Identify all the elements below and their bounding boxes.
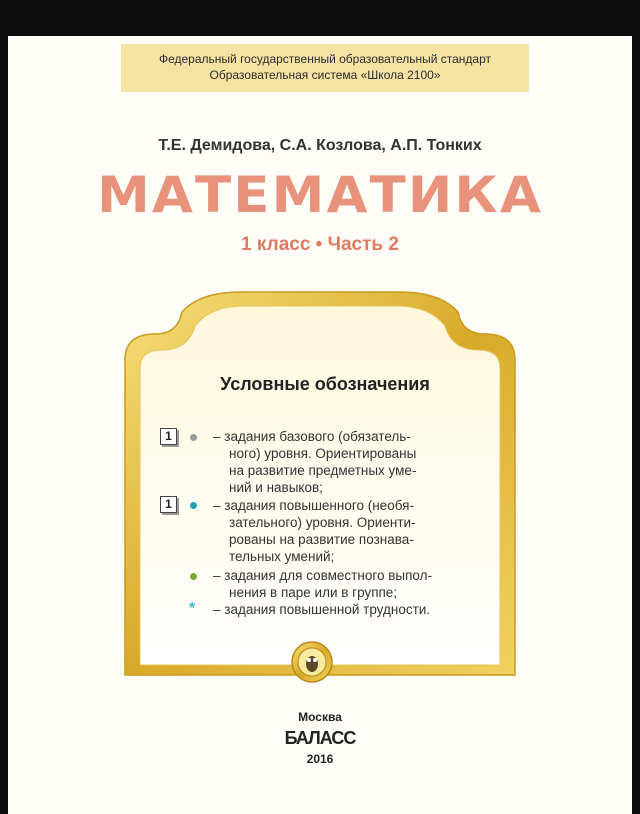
legend-item-basic: – задания базового (обязатель- ного) уровня. Ориентированы на развитие предметных уме- ний и навыков; [213, 429, 417, 495]
teal-dot-icon [190, 502, 197, 509]
book-subtitle: 1 класс • Часть 2 [241, 234, 399, 255]
legend-item-pair: – задания для совместного выпол- нения в паре или в группе; [213, 568, 432, 600]
year: 2016 [306, 752, 334, 766]
gray-dot-icon [190, 434, 197, 441]
book-title: МАТЕМАТИКА [97, 166, 543, 224]
city: Москва [298, 710, 342, 724]
standard-line-1: Федеральный государственный образовательный стандарт [158, 52, 492, 66]
green-dot-icon [190, 573, 197, 580]
standard-line-2: Образовательная система «Школа 2100» [209, 68, 441, 82]
legend-title: Условные обозначения [220, 374, 430, 394]
legend-item-hard: – задания повышенной трудности. [213, 602, 431, 617]
legend-item-advanced: – задания повышенного (необя- зательного) уровня. Ориенти- рованы на развитие познава- тельных умений; [213, 498, 416, 564]
star-icon: * [189, 600, 196, 617]
publisher-logo: БАЛАСС [284, 728, 356, 748]
basic-task-box-icon: 1 [160, 428, 177, 445]
advanced-task-box-icon: 1 [160, 496, 177, 513]
authors: Т.Е. Демидова, С.А. Козлова, А.П. Тонких [158, 137, 482, 154]
